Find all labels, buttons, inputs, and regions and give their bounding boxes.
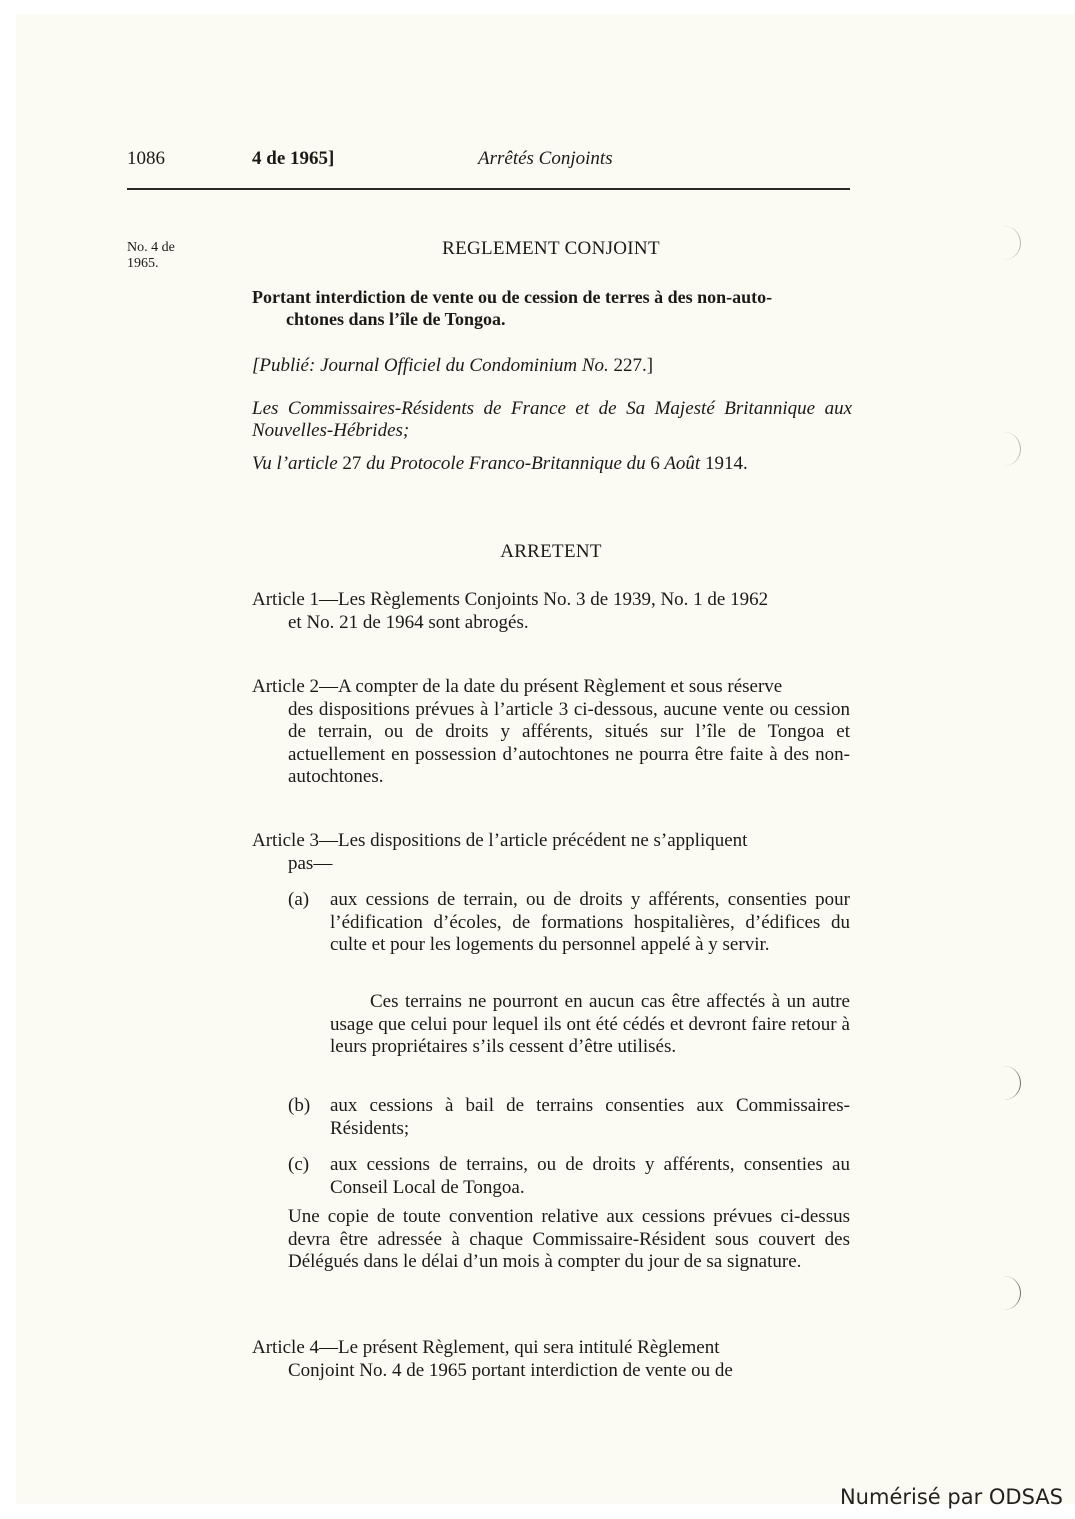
item-a-text: aux cessions de terrain, ou de droits y afférents, consenties pour l’édification d’écoles, de formations hospitalières, d’édifices du culte et pour les logements du personnel appelé à y servir. [330, 889, 850, 956]
vu-number-c: 1914. [704, 453, 748, 474]
preamble-vu [252, 453, 748, 475]
item-c-text: aux cessions de terrains, ou de droits y afférents, consenties au Conseil Local de Tongoa. [330, 1154, 850, 1198]
publication-note-number: 227.] [613, 355, 654, 376]
article-3-item-a [288, 889, 850, 957]
document-subtitle [252, 286, 850, 330]
item-b-text: aux cessions à bail de terrains consenties aux Commissaires-Résidents; [330, 1095, 850, 1139]
publication-note-text: [Publié: Journal Officiel du Condominium No. [252, 355, 609, 376]
margin-note [127, 240, 207, 272]
arretent-heading: ARRETENT [500, 541, 602, 562]
margin-note-line1: No. 4 de [127, 240, 175, 255]
article-2-first-line: Article 2—A compter de la date du présent Règlement et sous réserve [252, 676, 783, 697]
article-3-first-line: Article 3—Les dispositions de l’article précédent ne s’appliquent [252, 830, 748, 851]
vu-number-a: 27 [342, 453, 362, 474]
subtitle-line2: chtones dans l’île de Tongoa. [286, 309, 506, 329]
document-title: REGLEMENT CONJOINT [442, 238, 660, 259]
header-rule [127, 188, 850, 190]
vu-text-b: du Protocole Franco-Britannique du [366, 453, 646, 474]
margin-note-line2: 1965. [127, 256, 159, 271]
article-3-item-b [288, 1095, 850, 1140]
publication-note [252, 355, 653, 377]
article-1-rest: et No. 21 de 1964 sont abrogés. [288, 611, 529, 633]
vu-text-a: Vu l’article [252, 453, 338, 474]
article-2-rest: des dispositions prévues à l’article 3 ci-dessous, aucune vente ou cession de terrain, ou de droits y afférents, situés sur l’île de Tongoa et actuellement en possession d’autochtones ne pourra être faite à des non-autochtones. [288, 698, 850, 788]
article-4-rest: Conjoint No. 4 de 1965 portant interdiction de vente ou de [288, 1359, 733, 1381]
vu-text-c: Août [664, 453, 701, 474]
article-2 [252, 676, 850, 789]
article-3-item-c [288, 1154, 850, 1199]
article-3-rest: pas— [288, 852, 333, 874]
header-reference: 4 de 1965] [252, 148, 335, 169]
article-1 [252, 589, 850, 634]
article-4 [252, 1337, 850, 1382]
digitization-credit: Numérisé par ODSAS [839, 1485, 1063, 1509]
article-1-first-line: Article 1—Les Règlements Conjoints No. 3 de 1939, No. 1 de 1962 [252, 589, 769, 610]
article-3 [252, 830, 850, 875]
subtitle-line1: Portant interdiction de vente ou de cession de terres à des non-auto- [252, 287, 773, 307]
item-c-label: (c) [288, 1154, 310, 1175]
preamble-commissaires: Les Commissaires-Résidents de France et de Sa Majesté Britannique aux Nouvelles-Hébrides; [252, 398, 852, 441]
item-a-label: (a) [288, 889, 310, 910]
article-4-first-line: Article 4—Le présent Règlement, qui sera intitulé Règlement [252, 1337, 720, 1358]
item-a-paragraph: Ces terrains ne pourront en aucun cas être affectés à un autre usage que celui pour lequel ils ont été cédés et devront faire retour à leurs propriétaires s’ils cessent d’être utilisés. [330, 991, 850, 1058]
vu-number-b: 6 [650, 453, 660, 474]
page-number: 1086 [127, 148, 165, 169]
article-3-copy-clause: Une copie de toute convention relative aux cessions prévues ci-dessus devra être adressée à chaque Commissaire-Résident sous couvert des Délégués dans le délai d’un mois à compter du jour de sa signature. [288, 1206, 850, 1273]
item-b-label: (b) [288, 1095, 311, 1116]
header-section: Arrêtés Conjoints [478, 148, 613, 169]
